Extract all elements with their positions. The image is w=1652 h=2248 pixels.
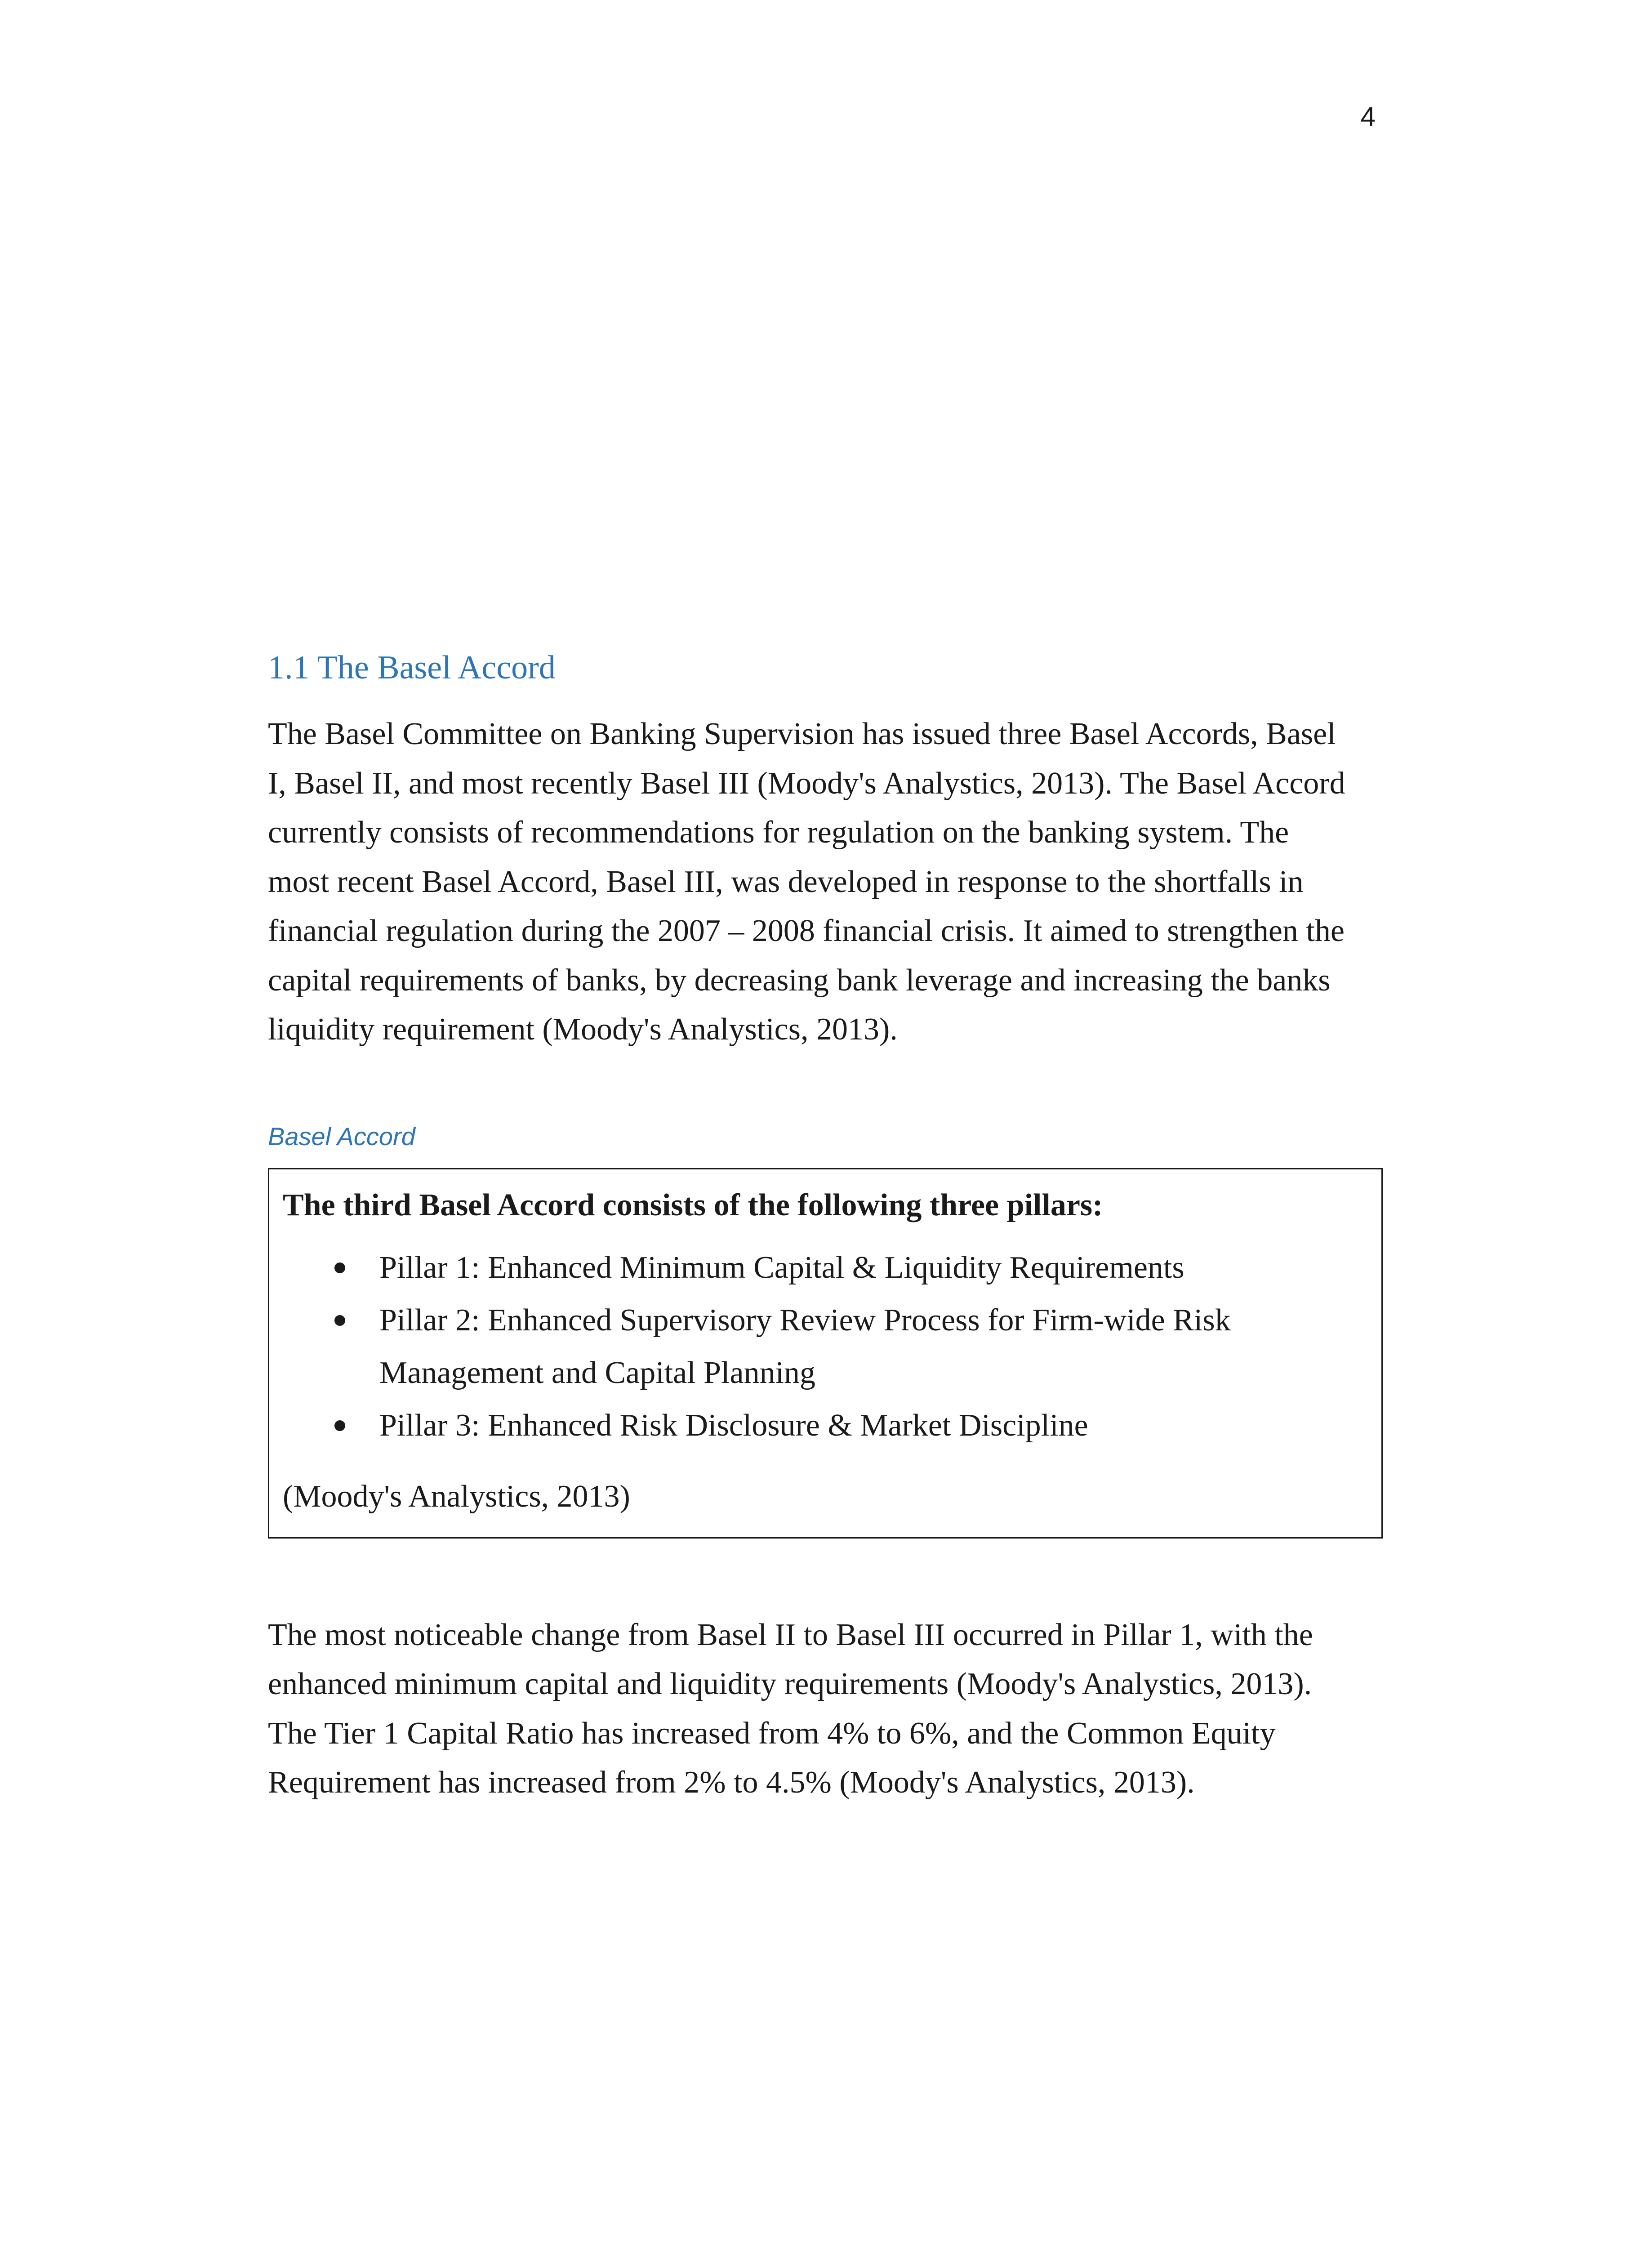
bullet-icon [334, 1420, 345, 1431]
pillar-item-1 [283, 1241, 1368, 1294]
paragraph-line: I, Basel II, and most recently Basel III (Moody's Analystics, 2013). The Basel Accord [268, 766, 1345, 801]
figure-caption: Basel Accord [268, 1122, 415, 1151]
paragraph-line: liquidity requirement (Moody's Analystics, 2013). [268, 1012, 898, 1047]
pillar-list [283, 1241, 1368, 1452]
section-heading: 1.1 The Basel Accord [268, 649, 556, 686]
paragraph-line: The Tier 1 Capital Ratio has increased from 4% to 6%, and the Common Equity [268, 1716, 1276, 1751]
pillar-text: Pillar 3: Enhanced Risk Disclosure & Market Discipline [379, 1408, 1088, 1443]
callout-title: The third Basel Accord consists of the following three pillars: [283, 1187, 1103, 1222]
pillar-text: Pillar 2: Enhanced Supervisory Review Process for Firm-wide Risk [379, 1302, 1231, 1338]
paragraph-line: financial regulation during the 2007 – 2008 financial crisis. It aimed to strengthen the [268, 914, 1345, 948]
paragraph-line: The Basel Committee on Banking Supervision has issued three Basel Accords, Basel [268, 717, 1336, 751]
pillar-text-continued: Management and Capital Planning [379, 1355, 816, 1390]
bullet-icon [334, 1262, 345, 1273]
paragraph-line: Requirement has increased from 2% to 4.5% (Moody's Analystics, 2013). [268, 1765, 1195, 1800]
document-body [268, 643, 1383, 1807]
paragraph-line: currently consists of recommendations for regulation on the banking system. The [268, 815, 1289, 850]
pillar-text: Pillar 1: Enhanced Minimum Capital & Liquidity Requirements [379, 1250, 1184, 1285]
pillar-change-paragraph [268, 1610, 1383, 1807]
paragraph-line: enhanced minimum capital and liquidity requirements (Moody's Analystics, 2013). [268, 1667, 1312, 1701]
pillar-item-3 [283, 1399, 1368, 1452]
paragraph-line: The most noticeable change from Basel II to Basel III occurred in Pillar 1, with the [268, 1617, 1313, 1652]
pillars-callout-box [268, 1168, 1383, 1539]
paragraph-line: capital requirements of banks, by decreasing bank leverage and increasing the banks [268, 963, 1331, 998]
bullet-icon [334, 1315, 345, 1326]
callout-citation: (Moody's Analystics, 2013) [283, 1479, 630, 1514]
pillar-item-2 [283, 1294, 1368, 1399]
paragraph-line: most recent Basel Accord, Basel III, was developed in response to the shortfalls in [268, 864, 1304, 899]
page-number: 4 [1360, 102, 1376, 132]
intro-paragraph [268, 709, 1383, 1054]
